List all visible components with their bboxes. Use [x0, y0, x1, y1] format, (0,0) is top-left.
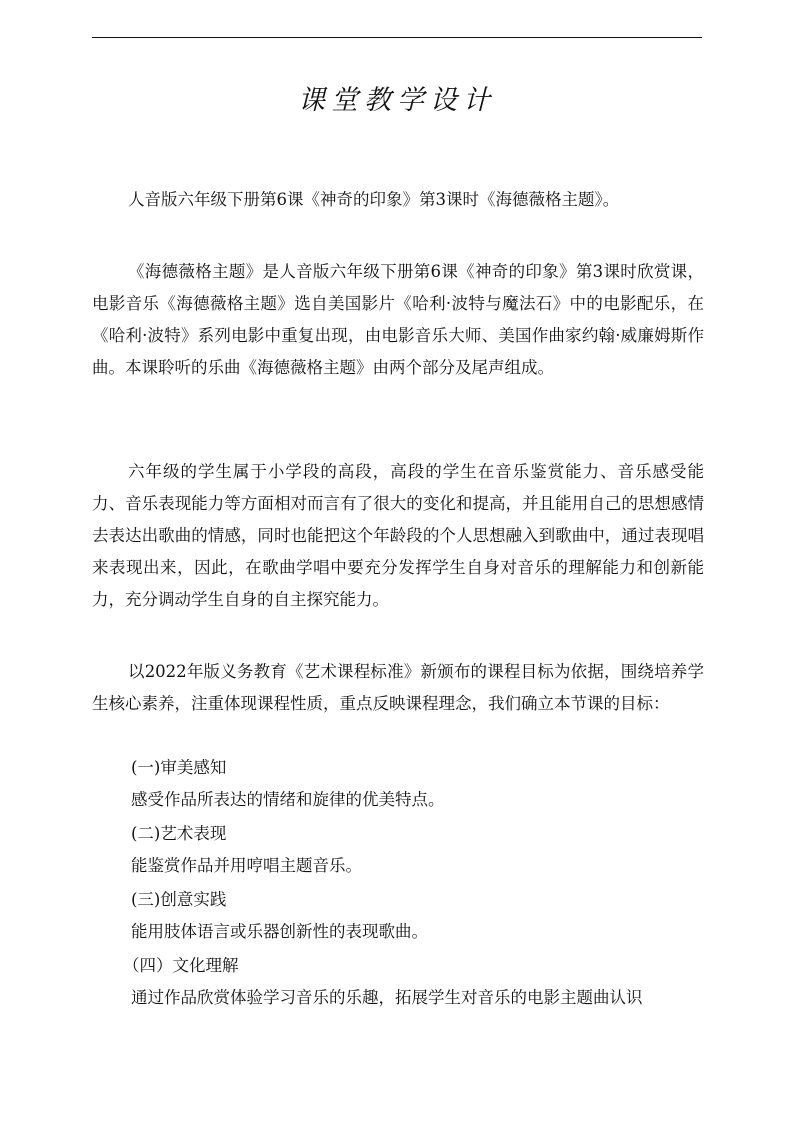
goal-text: 能用肢体语言或乐器创新性的表现歌曲。: [131, 922, 428, 941]
goal-text: 通过作品欣赏体验学习音乐的乐趣，拓展学生对音乐的电影主题曲认识: [131, 988, 643, 1007]
header-rule: [92, 37, 702, 38]
goal-text: 能鉴赏作品并用哼唱主题音乐。: [131, 856, 362, 875]
goal-heading: (二)艺术表现: [131, 824, 227, 843]
page-title: 课堂教学设计: [298, 85, 496, 116]
student-paragraph: 六年级的学生属于小学段的高段，高段的学生在音乐鉴赏能力、音乐感受能力、音乐表现能力等方面相对而言有了很大的变化和提高，并且能用自己的思想感情去表达出歌曲的情感，同时也能把这个年龄段的个人思想融入到歌曲中，通过表现唱来表现出来，因此，在歌曲学唱中要充分发挥学生自身对音乐的理解能力和创新能力，充分调动学生自身的自主探究能力。: [92, 462, 704, 609]
course-line: 人音版六年级下册第6课《神奇的印象》第3课时《海德薇格主题》。: [128, 190, 620, 209]
goal-text: 感受作品所表达的情绪和旋律的优美特点。: [131, 790, 445, 809]
goals-intro-paragraph: 以2022年版义务教育《艺术课程标准》新颁布的课程目标为依据，围绕培养学生核心素养，注重体现课程性质，重点反映课程理念，我们确立本节课的目标：: [92, 662, 704, 713]
goal-heading: (三)创意实践: [131, 890, 227, 909]
analysis-paragraph: 《海德薇格主题》是人音版六年级下册第6课《神奇的印象》第3课时欣赏课，电影音乐《海德薇格主题》选自美国影片《哈利·波特与魔法石》中的电影配乐，在《哈利·波特》系列电影中重复出现，由电影音乐大师、美国作曲家约翰·威廉姆斯作曲。本课聆听的乐曲《海德薇格主题》由两个部分及尾声组成。: [92, 262, 704, 377]
goal-heading: （四）文化理解: [123, 956, 239, 975]
goal-heading: (一)审美感知: [131, 758, 227, 777]
